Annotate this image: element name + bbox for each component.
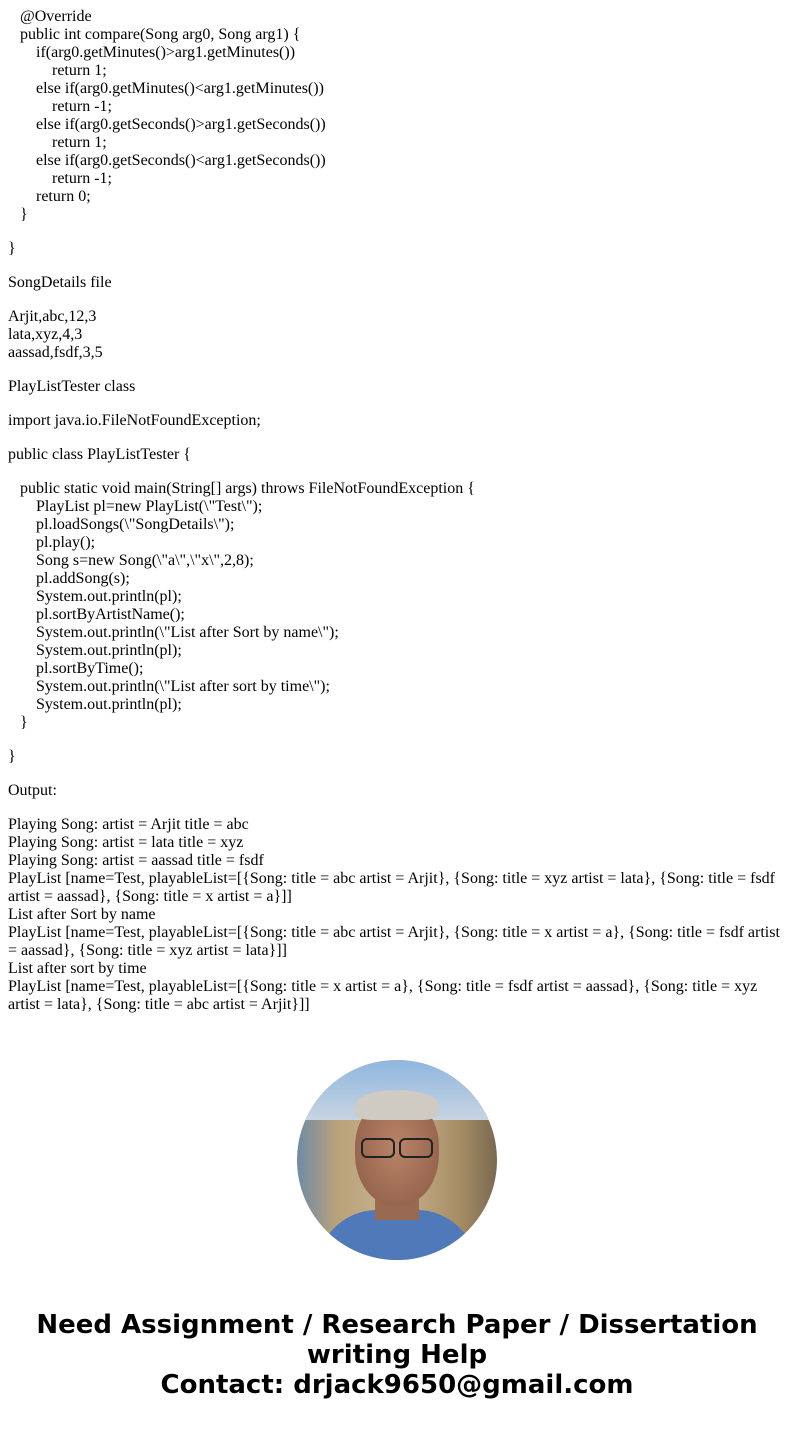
text-line: PlayList [name=Test, playableList=[{Song: title = abc artist = Arjit}, {Song: title = x artist = a}, {Song: title = fsdf artist = aassad}, {Song: title = xyz artist = lata}]] xyxy=(8,924,784,959)
paragraph xyxy=(8,480,786,732)
text-line: pl.sortByTime(); xyxy=(8,660,144,677)
text-line: if(arg0.getMinutes()>arg1.getMinutes()) xyxy=(8,44,296,61)
text-line: Song s=new Song(\"a\",\"x\",2,8); xyxy=(8,552,254,569)
paragraph xyxy=(8,240,786,258)
text-line: SongDetails file xyxy=(8,274,112,291)
paragraph xyxy=(8,816,786,1014)
paragraph xyxy=(8,782,786,800)
text-line: Arjit,abc,12,3 xyxy=(8,308,97,325)
text-line: Playing Song: artist = aassad title = fsdf xyxy=(8,852,264,869)
text-line: List after sort by time xyxy=(8,960,147,977)
text-line: return -1; xyxy=(8,170,112,187)
text-line: return 1; xyxy=(8,62,107,79)
text-line: } xyxy=(8,714,28,731)
text-line: pl.play(); xyxy=(8,534,96,551)
author-photo xyxy=(297,1060,497,1260)
paragraph xyxy=(8,8,786,224)
paragraph xyxy=(8,378,786,396)
text-line: public static void main(String[] args) throws FileNotFoundException { xyxy=(8,480,475,497)
text-line: } xyxy=(8,206,28,223)
text-line: public int compare(Song arg0, Song arg1) { xyxy=(8,26,301,43)
text-line: else if(arg0.getSeconds()<arg1.getSeconds()) xyxy=(8,152,326,169)
text-line: else if(arg0.getMinutes()<arg1.getMinutes()) xyxy=(8,80,324,97)
paragraph xyxy=(8,446,786,464)
text-line: System.out.println(pl); xyxy=(8,588,182,605)
text-line: PlayList pl=new PlayList(\"Test\"); xyxy=(8,498,263,515)
text-line: Playing Song: artist = Arjit title = abc xyxy=(8,816,249,833)
text-line: List after Sort by name xyxy=(8,906,156,923)
text-line: return 0; xyxy=(8,188,91,205)
text-line: return 1; xyxy=(8,134,107,151)
text-line: System.out.println(pl); xyxy=(8,696,182,713)
text-line: pl.sortByArtistName(); xyxy=(8,606,185,623)
text-line: pl.loadSongs(\"SongDetails\"); xyxy=(8,516,235,533)
text-line: import java.io.FileNotFoundException; xyxy=(8,412,261,429)
text-line: lata,xyz,4,3 xyxy=(8,326,83,343)
footer-contact: Contact: drjack9650@gmail.com xyxy=(160,1370,634,1400)
text-line: PlayList [name=Test, playableList=[{Song: title = abc artist = Arjit}, {Song: title = xyz artist = lata}, {Song: title = fsdf artist = aassad}, {Song: title = x artist = a}]] xyxy=(8,870,779,905)
paragraph xyxy=(8,748,786,766)
footer-banner xyxy=(0,1310,794,1400)
text-line: } xyxy=(8,240,16,257)
glasses-icon xyxy=(361,1138,433,1156)
text-line: System.out.println(\"List after sort by time\"); xyxy=(8,678,330,695)
paragraph xyxy=(8,308,786,362)
text-line: PlayListTester class xyxy=(8,378,136,395)
document-body xyxy=(8,8,786,1030)
paragraph xyxy=(8,274,786,292)
text-line: return -1; xyxy=(8,98,112,115)
text-line: } xyxy=(8,748,16,765)
footer-line-2: writing Help xyxy=(306,1340,488,1370)
text-line: Playing Song: artist = lata title = xyz xyxy=(8,834,244,851)
text-line: aassad,fsdf,3,5 xyxy=(8,344,103,361)
paragraph xyxy=(8,412,786,430)
text-line: System.out.println(\"List after Sort by name\"); xyxy=(8,624,339,641)
text-line: else if(arg0.getSeconds()>arg1.getSeconds()) xyxy=(8,116,326,133)
text-line: System.out.println(pl); xyxy=(8,642,182,659)
text-line: Output: xyxy=(8,782,57,799)
text-line: PlayList [name=Test, playableList=[{Song: title = x artist = a}, {Song: title = fsdf artist = aassad}, {Song: title = xyz artist = lata}, {Song: title = abc artist = Arjit}]] xyxy=(8,978,762,1013)
text-line: @Override xyxy=(8,8,92,25)
text-line: pl.addSong(s); xyxy=(8,570,130,587)
footer-line-1: Need Assignment / Research Paper / Dissertation xyxy=(36,1310,758,1340)
text-line: public class PlayListTester { xyxy=(8,446,191,463)
